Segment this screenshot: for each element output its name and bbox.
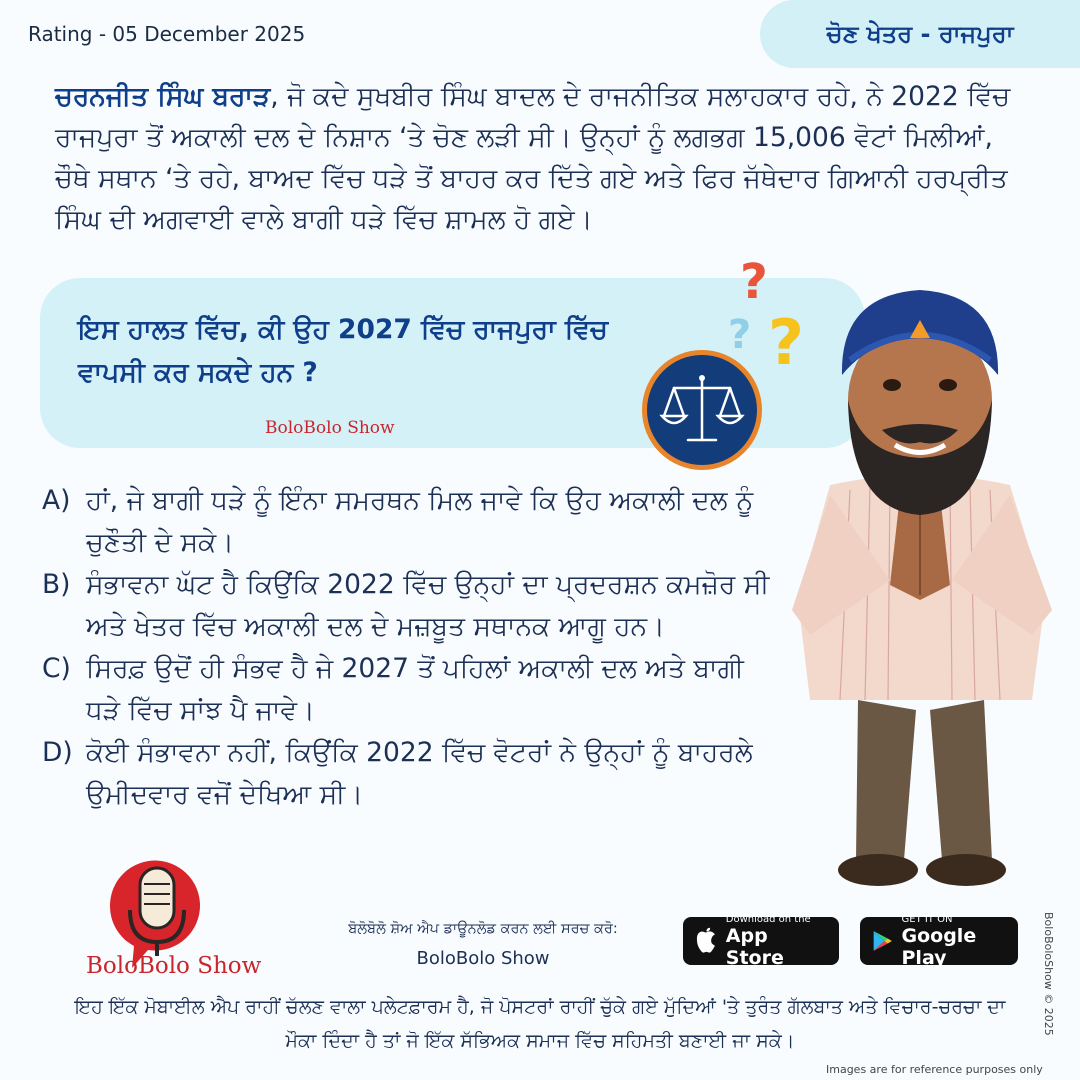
option-letter: A)	[42, 485, 71, 516]
option-letter: C)	[42, 653, 71, 684]
question-text: ਇਸ ਹਾਲਤ ਵਿੱਚ, ਕੀ ਉਹ 2027 ਵਿੱਚ ਰਾਜਪੁਰਾ ਵਿੱਚ ਵਾਪਸੀ ਕਰ ਸਕਦੇ ਹਨ ?	[78, 314, 608, 388]
option-letter: B)	[42, 569, 71, 600]
appstore-small-text: Download on the	[725, 913, 811, 925]
copyright-text: BoloBoloShow © 2025	[1042, 912, 1055, 1036]
constituency-tag: ਚੋਣ ਖੇਤਰ - ਰਾਜਪੁਰਾ	[760, 0, 1080, 68]
option-d[interactable]	[42, 732, 782, 816]
disclaimer-text: Images are for reference purposes only	[826, 1063, 1043, 1076]
option-b[interactable]	[42, 564, 782, 648]
person-illustration	[770, 280, 1070, 900]
download-label: ਬੋਲੋਬੋਲੋ ਸ਼ੋਅ ਐਪ ਡਾਊਨਲੋਡ ਕਰਨ ਲਈ ਸਰਚ ਕਰੋ:	[348, 921, 618, 937]
google-play-icon	[872, 927, 894, 955]
intro-paragraph	[55, 76, 1030, 240]
candidate-name: ਚਰਨਜੀਤ ਸਿੰਘ ਬਰਾੜ	[55, 81, 271, 112]
appstore-big-text: App Store	[725, 924, 784, 969]
svg-text:?: ?	[768, 306, 804, 376]
google-play-button[interactable]	[860, 913, 1018, 969]
option-text: ਸੰਭਾਵਨਾ ਘੱਟ ਹੈ ਕਿਉਂਕਿ 2022 ਵਿੱਚ ਉਨ੍ਹਾਂ ਦਾ ਪ੍ਰਦਰਸ਼ਨ ਕਮਜ਼ੋਰ ਸੀ ਅਤੇ ਖੇਤਰ ਵਿੱਚ ਅਕਾਲੀ ਦਲ ਦੇ ਮਜ਼ਬੂਤ ਸਥਾਨਕ ਆਗੂ ਹਨ।	[86, 569, 770, 642]
option-letter: D)	[42, 737, 73, 768]
apple-icon	[695, 927, 718, 955]
answer-options	[42, 480, 782, 816]
option-a[interactable]	[42, 480, 782, 564]
question-brand: BoloBolo Show	[265, 418, 395, 438]
download-app-name: BoloBolo Show	[416, 948, 550, 969]
option-text: ਕੋਈ ਸੰਭਾਵਨਾ ਨਹੀਂ, ਕਿਉਂਕਿ 2022 ਵਿੱਚ ਵੋਟਰਾਂ ਨੇ ਉਨ੍ਹਾਂ ਨੂੰ ਬਾਹਰਲੇ ਉਮੀਦਵਾਰ ਵਜੋਂ ਦੇਖਿਆ ਸੀ।	[86, 737, 753, 810]
option-text: ਹਾਂ, ਜੇ ਬਾਗੀ ਧੜੇ ਨੂੰ ਇੰਨਾ ਸਮਰਥਨ ਮਿਲ ਜਾਵੇ ਕਿ ਉਹ ਅਕਾਲੀ ਦਲ ਨੂੰ ਚੁਣੌਤੀ ਦੇ ਸਕੇ।	[86, 485, 754, 558]
rating-date: Rating - 05 December 2025	[28, 22, 306, 46]
svg-text:?: ?	[740, 256, 768, 310]
intro-text: , ਜੋ ਕਦੇ ਸੁਖਬੀਰ ਸਿੰਘ ਬਾਦਲ ਦੇ ਰਾਜਨੀਤਿਕ ਸਲਾਹਕਾਰ ਰਹੇ, ਨੇ 2022 ਵਿੱਚ ਰਾਜਪੁਰਾ ਤੋਂ ਅਕਾਲੀ ਦਲ ਦੇ ਨਿਸ਼ਾਨ ‘ਤੇ ਚੋਣ ਲੜੀ ਸੀ। ਉਨ੍ਹਾਂ ਨੂੰ ਲਗਭਗ 15,006 ਵੋਟਾਂ ਮਿਲੀਆਂ, ਚੌਥੇ ਸਥਾਨ ‘ਤੇ ਰਹੇ, ਬਾਅਦ ਵਿੱਚ ਧੜੇ ਤੋਂ ਬਾਹਰ ਕਰ ਦਿੱਤੇ ਗਏ ਅਤੇ ਫਿਰ ਜੱਥੇਦਾਰ ਗਿਆਨੀ ਹਰਪ੍ਰੀਤ ਸਿੰਘ ਦੀ ਅਗਵਾਈ ਵਾਲੇ ਬਾਗੀ ਧੜੇ ਵਿੱਚ ਸ਼ਾਮਲ ਹੋ ਗਏ।	[55, 81, 1011, 235]
app-store-button[interactable]	[683, 913, 839, 969]
brand-logo-text: BoloBolo Show	[86, 953, 262, 979]
option-c[interactable]	[42, 648, 782, 732]
gplay-small-text: GET IT ON	[901, 913, 953, 925]
option-text: ਸਿਰਫ਼ ਉਦੋਂ ਹੀ ਸੰਭਵ ਹੈ ਜੇ 2027 ਤੋਂ ਪਹਿਲਾਂ ਅਕਾਲੀ ਦਲ ਅਤੇ ਬਾਗੀ ਧੜੇ ਵਿੱਚ ਸਾਂਝ ਪੈ ਜਾਵੇ।	[86, 653, 744, 726]
svg-text:?: ?	[728, 312, 752, 358]
gplay-big-text: Google Play	[901, 924, 977, 969]
footer-text: ਇਹ ਇੱਕ ਮੋਬਾਈਲ ਐਪ ਰਾਹੀਂ ਚੱਲਣ ਵਾਲਾ ਪਲੇਟਫ਼ਾਰਮ ਹੈ, ਜੋ ਪੋਸਟਰਾਂ ਰਾਹੀਂ ਚੁੱਕੇ ਗਏ ਮੁੱਦਿਆਂ 'ਤੇ ਤੁਰੰਤ ਗੱਲਬਾਤ ਅਤੇ ਵਿਚਾਰ-ਚਰਚਾ ਦਾ ਮੌਕਾ ਦਿੰਦਾ ਹੈ ਤਾਂ ਜੋ ਇੱਕ ਸੱਭਿਅਕ ਸਮਾਜ ਵਿੱਚ ਸਹਿਮਤੀ ਬਣਾਈ ਜਾ ਸਕੇ।	[74, 996, 1006, 1052]
scale-icon	[640, 348, 764, 472]
